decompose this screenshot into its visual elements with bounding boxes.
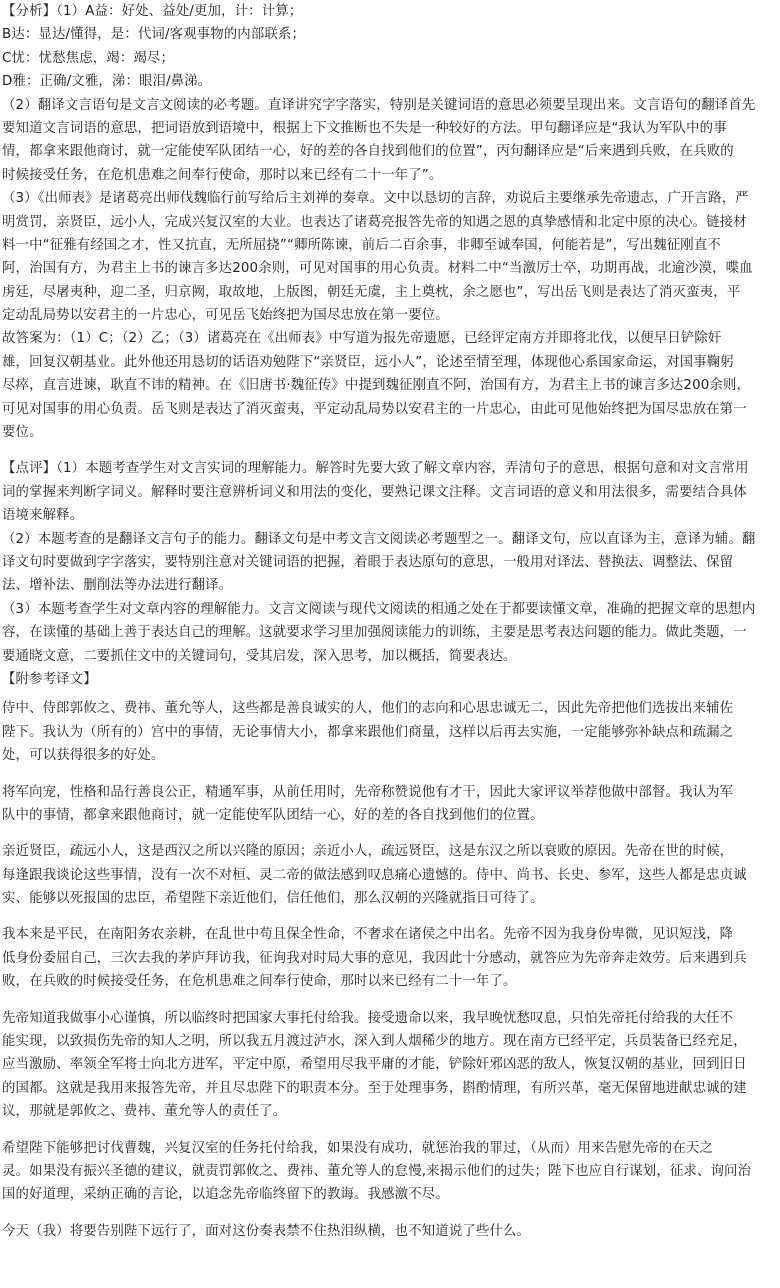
analysis-line: 阿，治国有方，为君主上书的谏言多达200余则，可见对国事的用心负责。材料二中“当激厉士卒，功期再战，北逾沙漠，喋血	[2, 261, 753, 277]
analysis-line: 虏廷，尽屠夷种，迎二圣，归京阙，取故地，上版图，朝廷无虞，主上奠枕，余之愿也”，写出岳飞则是表达了消灭蛮夷，平	[2, 284, 741, 300]
comment-section	[2, 457, 776, 691]
analysis-line: （3）《出师表》是诸葛亮出师伐魏临行前写给后主刘禅的奏章。文中以恳切的言辞，劝说后主要继承先帝遗志，广开言路，严	[2, 191, 749, 207]
translation-paragraph	[2, 697, 776, 767]
translation-paragraph	[2, 840, 776, 910]
comment-line: 词的掌握来判断字词义。解释时要注意辨析词义和用法的变化，要熟记课文注释。文言词语的意义和用法很多，需要结合具体	[2, 484, 747, 500]
analysis-line: 可见对国事的用心负责。岳飞则是表达了消灭蛮夷，平定动乱局势以安君主的一片忠心，由此可见他始终把为国尽忠放在第一	[2, 401, 747, 417]
comment-line: 【附参考译文】	[2, 671, 97, 687]
translation-line: 每逢跟我谈论这些事情，没有一次不对桓、灵二帝的做法感到叹息痛心遗憾的。侍中、尚书、长史、参军，这些人都是忠贞诚	[2, 867, 747, 883]
translation-line: 亲近贤臣，疏远小人，这是西汉之所以兴隆的原因；亲近小人，疏远贤臣，这是东汉之所以衰败的原因。先帝在世的时候，	[2, 844, 734, 860]
translation-line: 队中的事情，都拿来跟他商讨，就一定能使军队团结一心，好的差的各自找到他们的位置。	[2, 807, 544, 823]
translation-line: 侍中、侍郎郭攸之、费祎、董允等人，这些都是善良诚实的人，他们的志向和心思忠诚无二，因此先帝把他们选拔出来辅佐	[2, 701, 734, 717]
translation-line: 将军向宠，性格和品行善良公正，精通军事，从前任用时，先帝称赞说他有才干，因此大家评议举荐他做中部督。我认为军	[2, 784, 734, 800]
translation-line: 我本来是平民，在南阳务农亲耕，在乱世中苟且保全性命，不奢求在诸侯之中出名。先帝不因为我身份卑微，见识短浅，降	[2, 927, 734, 943]
translation-paragraph	[2, 1137, 776, 1207]
analysis-line: C忧：忧愁焦虑，竭：竭尽；	[2, 50, 174, 66]
analysis-line: 要知道文言词语的意思，把词语放到语境中，根据上下文推断也不失是一种较好的方法。甲句翻译应是“我认为军队中的事	[2, 120, 727, 136]
comment-line: 容，在读懂的基础上善于表达自己的理解。这就要求学习里加强阅读能力的训练，主要是思考表达问题的能力。做此类题，一	[2, 625, 747, 641]
analysis-line: D雅：正确/文雅，涕：眼泪/鼻涕。	[2, 74, 212, 90]
translation-line: 应当激励、率领全军将士向北方进军，平定中原，希望用尽我平庸的才能，铲除奸邪凶恶的敌人，恢复汉朝的基业，回到旧日	[2, 1057, 747, 1073]
analysis-section	[2, 0, 776, 444]
analysis-line: 尽瘁，直言进谏，耿直不讳的精神。在《旧唐书·魏征传》中提到魏征刚直不阿，治国有方，为君主上书的谏言多达200余则，	[2, 378, 751, 394]
comment-line: 译文句时要做到字字落实，要特别注意对关键词语的把握，着眼于表达原句的意思，一般用对译法、替换法、调整法、保留	[2, 554, 734, 570]
comment-line: （3）本题考查学生对文章内容的理解能力。文言文阅读与现代文阅读的相通之处在于都要读懂文章，准确的把握文章的思想内	[2, 601, 756, 617]
comment-line: 【点评】（1）本题考查学生对文言实词的理解能力。解答时先要大致了解文章内容，弄清句子的意思，根据句意和对文言常用	[2, 461, 749, 477]
analysis-line: 情，都拿来跟他商讨，就一定能使军队团结一心，好的差的各自找到他们的位置”，丙句翻译应是“后来遇到兵败，在兵败的	[2, 144, 734, 160]
comment-line: 要通晓文意，二要抓住文中的关键词句，受其启发，深入思考，加以概括，简要表达。	[2, 648, 517, 664]
comment-line: （2）本题考查的是翻译文言句子的能力。翻译文句是中考文言文阅读必考题型之一。翻译文句，应以直译为主，意译为辅。翻	[2, 531, 756, 547]
analysis-line: 定动乱局势以安君主的一片忠心，可见岳飞始终把为国尽忠放在第一要位。	[2, 308, 449, 324]
analysis-line: 料一中“征雅有经国之才，性又抗直，无所屈挠”“卿所陈谏，前后二百余事，非卿至诚奉国，何能若是”，写出魏征刚直不	[2, 237, 721, 253]
document-body	[2, 0, 776, 1243]
translation-line: 今天（我）将要告别陛下远行了，面对这份奏表禁不住热泪纵横，也不知道说了些什么。	[2, 1223, 531, 1239]
analysis-line: 明赏罚，亲贤臣，远小人，完成兴复汉室的大业。也表达了诸葛亮报答先帝的知遇之恩的真挚感情和北定中原的决心。链接材	[2, 214, 747, 230]
analysis-line: B达：显达/懂得，是：代词/客观事物的内部联系；	[2, 27, 306, 43]
translation-line: 能实现，以致损伤先帝的知人之明，所以我五月渡过泸水，深入到人烟稀少的地方。现在南方已经平定，兵员装备已经充足，	[2, 1034, 747, 1050]
translation-paragraph	[2, 781, 776, 828]
analysis-line: 要位。	[2, 425, 43, 441]
translation-paragraph	[2, 1007, 776, 1124]
translation-paragraph	[2, 1220, 776, 1243]
translation-line: 议，那就是郭攸之、费祎、董允等人的责任了。	[2, 1104, 287, 1120]
translation-line: 低身份委屈自己，三次去我的茅庐拜访我，征询我对时局大事的意见，我因此十分感动，就答应为先帝奔走效劳。后来遇到兵	[2, 950, 747, 966]
analysis-line: （2）翻译文言语句是文言文阅读的必考题。直译讲究字字落实，特别是关键词语的意思必须要呈现出来。文言语句的翻译首先	[2, 97, 756, 113]
translation-line: 国的好道理，采纳正确的言论，以追念先帝临终留下的教诲。我感激不尽。	[2, 1187, 449, 1203]
translation-line: 实、能够以死报国的忠臣，希望陛下亲近他们，信任他们，那么汉朝的兴隆就指日可待了。	[2, 891, 544, 907]
analysis-line: 故答案为：（1）C；（2）乙；（3）诸葛亮在《出师表》中写道为报先帝遗愿，已经评定南方并即将北伐，以便早日铲除奸	[2, 331, 722, 347]
analysis-line: 【分析】（1）A益：好处、益处/更加，计：计算；	[2, 4, 303, 19]
translation-line: 的国都。这就是我用来报答先帝，并且尽忠陛下的职责本分。至于处理事务，斟酌情理，有所兴革，毫无保留地进献忠诚的建	[2, 1080, 747, 1096]
translation-line: 败，在兵败的时候接受任务，在危机患难之间奉行使命，那时以来已经有二十一年了。	[2, 974, 517, 990]
comment-line: 语境来解释。	[2, 508, 84, 524]
comment-line: 法、增补法、删削法等办法进行翻译。	[2, 578, 233, 594]
analysis-line: 雄，回复汉朝基业。此外他还用恳切的话语劝勉陛下“亲贤臣，远小人”，论述至情至理，体现他心系国家命运，对国事鞠躬	[2, 354, 734, 370]
translation-paragraph	[2, 923, 776, 993]
translation-section	[2, 697, 776, 1243]
translation-line: 先帝知道我做事小心谨慎，所以临终时把国家大事托付给我。接受遗命以来，我早晚忧愁叹息，只怕先帝托付给我的大任不	[2, 1010, 734, 1026]
analysis-line: 时候接受任务，在危机患难之间奉行使命，那时以来已经有二十一年了”。	[2, 167, 443, 183]
translation-line: 陛下。我认为（所有的）宫中的事情，无论事情大小，都拿来跟他们商量，这样以后再去实施，一定能够弥补缺点和疏漏之	[2, 724, 734, 740]
translation-line: 希望陛下能够把讨伐曹魏，兴复汉室的任务托付给我，如果没有成功，就惩治我的罪过，（从而）用来告慰先帝的在天之	[2, 1140, 713, 1156]
translation-line: 灵。如果没有振兴圣德的建议，就责罚郭攸之、费祎、董允等人的怠慢,来揭示他们的过失；陛下也应自行谋划，征求、询问治	[2, 1163, 752, 1179]
translation-line: 处，可以获得很多的好处。	[2, 748, 165, 764]
